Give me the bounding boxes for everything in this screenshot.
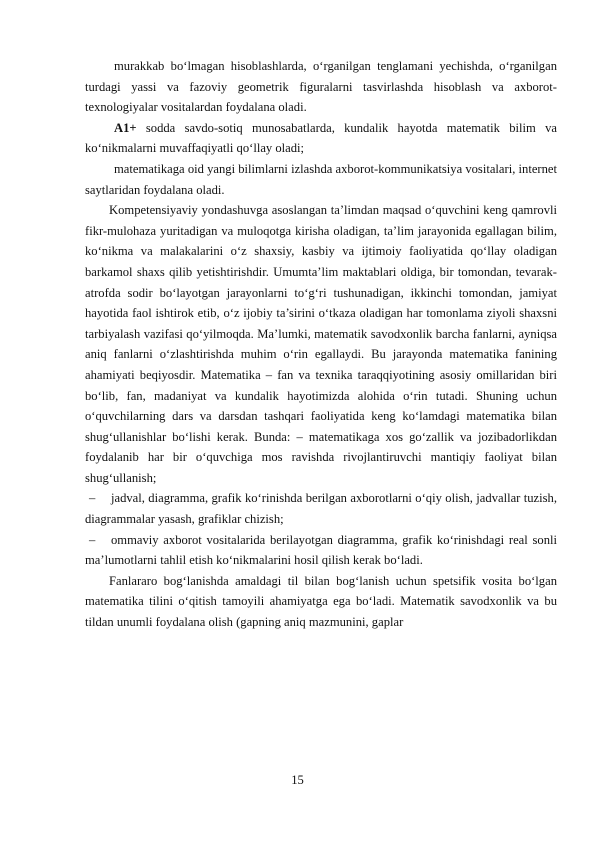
paragraph-a1-plus-level bbox=[85, 118, 557, 159]
paragraph-text: murakkab bo‘lmagan hisoblashlarda, o‘rganilgan tenglamani yechishda, o‘rganilgan turdagi yassi va fazoviy geometrik figuralarni tasvirlashda hisoblash va axborot-texnologiyalar vositalardan foydalana oladi. bbox=[85, 59, 557, 115]
paragraph-visualization-skills bbox=[85, 56, 557, 118]
paragraph-text: Kompetensiyaviy yondashuvga asoslangan ta’limdan maqsad o‘quvchini keng qamrovli fikr-mulohaza yuritadigan va muloqotga kirisha oladigan, ta’lim jarayonida egallagan bilim, ko‘nikma va malakalarini o‘z shaxsiy, kasbiy va ijtimoiy faoliyatida qo‘llay oladigan barkamol shaxs qilib yetishtirishdir. Umumta’lim maktablari oldiga, bir tomondan, tevarak-atrofda sodir bo‘layotgan jarayonlarni to‘g‘ri tushunadigan, ikkinchi tomondan, jamiyat hayotida faol ishtirok etib, o‘z ijobiy ta’sirini o‘tkaza oladigan har tomonlama ziyoli shaxsni tarbiyalash vazifasi qo‘yilmoqda. Ma’lumki, matematik savodxonlik barcha fanlarni, ayniqsa aniq fanlarni o‘zlashtirishda muhim o‘rin egallaydi. Bu jarayonda matematika fanining ahamiyati beqiyosdir. Matematika – fan va texnika taraqqiyotining asosiy omillaridan biri bo‘lib, fan, madaniyat va kundalik hayotimizda alohida o‘rin tutadi. Shuning uchun o‘quvchilarning dars va darsdan tashqari faoliyatida keng ko‘lamdagi matematika bilan shug‘ullanishlar bo‘lishi kerak. Bunda: – matematikaga xos go‘zallik va jozibadorlikdan foydalanib har bir o‘quvchiga mos ravishda rivojlantiruvchi mantiqiy faoliyat bilan shug‘ullanish; bbox=[85, 203, 557, 485]
level-label: A1+ bbox=[114, 120, 137, 135]
dash-bullet: – bbox=[89, 532, 96, 547]
paragraph-interdisciplinary bbox=[85, 571, 557, 633]
paragraph-text: sodda savdo-sotiq munosabatlarda, kundalik hayotda matematik bilim va ko‘nikmalarni muvaffaqiyatli qo‘llay oladi; bbox=[85, 120, 557, 156]
dash-bullet: – bbox=[89, 491, 96, 506]
paragraph-text: Fanlararo bog‘lanishda amaldagi til bilan bog‘lanish uchun spetsifik vosita bo‘lgan matematika tilini o‘qitish tamoyili ahamiyatga ega bo‘ladi. Matematik savodxonlik va bu tildan unumli foydalana olish (gapning aniq mazmunini, gaplar bbox=[85, 573, 557, 630]
document-body bbox=[85, 56, 557, 633]
page-number: 15 bbox=[291, 773, 304, 787]
list-item-media-analysis bbox=[85, 530, 557, 571]
paragraph-text: jadval, diagramma, grafik ko‘rinishda berilgan axborotlarni o‘qiy olish, jadvallar tuzish, diagrammalar yasash, grafiklar chizish; bbox=[85, 491, 557, 527]
paragraph-competency-approach bbox=[85, 200, 557, 488]
paragraph-ict-usage bbox=[85, 159, 557, 200]
list-item-tables-diagrams bbox=[85, 488, 557, 529]
paragraph-text: ommaviy axborot vositalarida berilayotgan diagramma, grafik ko‘rinishdagi real sonli ma’lumotlarni tahlil etish ko‘nikmalarini hosil qilish kerak bo‘ladi. bbox=[85, 532, 557, 568]
paragraph-text: matematikaga oid yangi bilimlarni izlashda axborot-kommunikatsiya vositalari, internet saytlaridan foydalana oladi. bbox=[85, 161, 557, 197]
